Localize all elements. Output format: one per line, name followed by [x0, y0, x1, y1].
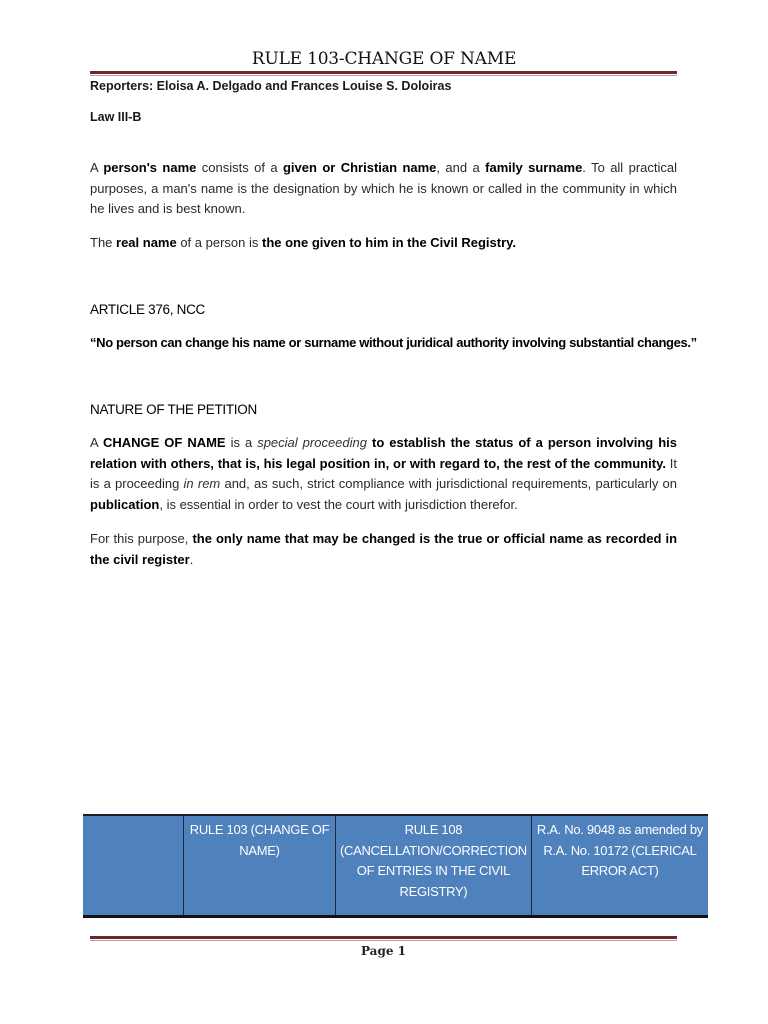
article-quote: “No person can change his name or surname without juridical authority involving substantial changes.”: [90, 335, 697, 350]
italic-text: in rem: [183, 476, 221, 491]
class-section: Law III-B: [90, 110, 142, 124]
paragraph-real-name: [90, 233, 677, 254]
text-run: The: [90, 235, 117, 250]
bold-text: real name: [116, 235, 177, 250]
table-header-cell-ra-9048: R.A. No. 9048 as amended by R.A. No. 10172 (CLERICAL ERROR ACT): [531, 815, 708, 917]
text-run: , and a: [436, 160, 486, 175]
text-run: of a person is: [176, 235, 262, 250]
text-run: , is essential in order to vest the court with jurisdiction therefor.: [159, 496, 518, 512]
header-divider: [90, 71, 677, 76]
text-run: consists of a: [196, 160, 283, 175]
bold-text: publication: [90, 496, 160, 512]
paragraph-change-of-name: [90, 433, 677, 515]
bold-text: the only name that may be changed is the true or official name as recorded in the civil register: [90, 531, 678, 567]
text-run: A: [90, 160, 104, 175]
bold-text: to establish the status of a person involving his relation with others, that is, his legal position in, or with regard to, the rest of the community.: [90, 435, 678, 471]
table-header-cell-blank: [83, 815, 184, 917]
comparison-table: [83, 814, 708, 918]
footer-divider: [90, 936, 677, 941]
nature-heading: NATURE OF THE PETITION: [90, 402, 257, 417]
article-heading: ARTICLE 376, NCC: [90, 302, 205, 317]
reporters-line: Reporters: Eloisa A. Delgado and Frances Louise S. Doloiras: [90, 79, 452, 93]
text-run: It is a proceeding: [90, 455, 677, 491]
text-run: and, as such, strict compliance with jurisdictional requirements, particularly on: [220, 476, 677, 491]
bold-text: person's name: [103, 160, 197, 175]
paragraph-persons-name: [90, 158, 677, 220]
bold-text: given or Christian name: [282, 160, 437, 175]
document-title: RULE 103-CHANGE OF NAME: [251, 49, 517, 69]
text-run: is a: [225, 435, 258, 450]
bold-text: family surname: [485, 160, 583, 175]
text-run: A: [90, 435, 103, 450]
table-header-cell-rule-108: RULE 108 (CANCELLATION/CORRECTION OF ENTRIES IN THE CIVIL REGISTRY): [336, 815, 532, 917]
page-number: Page 1: [360, 944, 407, 958]
table-header-cell-rule-103: RULE 103 (CHANGE OF NAME): [184, 815, 336, 917]
text-run: .: [189, 551, 194, 567]
bold-text: the one given to him in the Civil Registry.: [262, 235, 517, 250]
italic-text: special proceeding: [257, 435, 367, 450]
text-run: For this purpose,: [90, 531, 193, 546]
paragraph-purpose: [90, 529, 677, 570]
text-run: . To all practical purposes, a man's name is the designation by which he is known or called in the community in which he lives and is best known.: [90, 160, 677, 216]
bold-text: CHANGE OF NAME: [102, 435, 226, 450]
table-header-row: [83, 815, 708, 917]
